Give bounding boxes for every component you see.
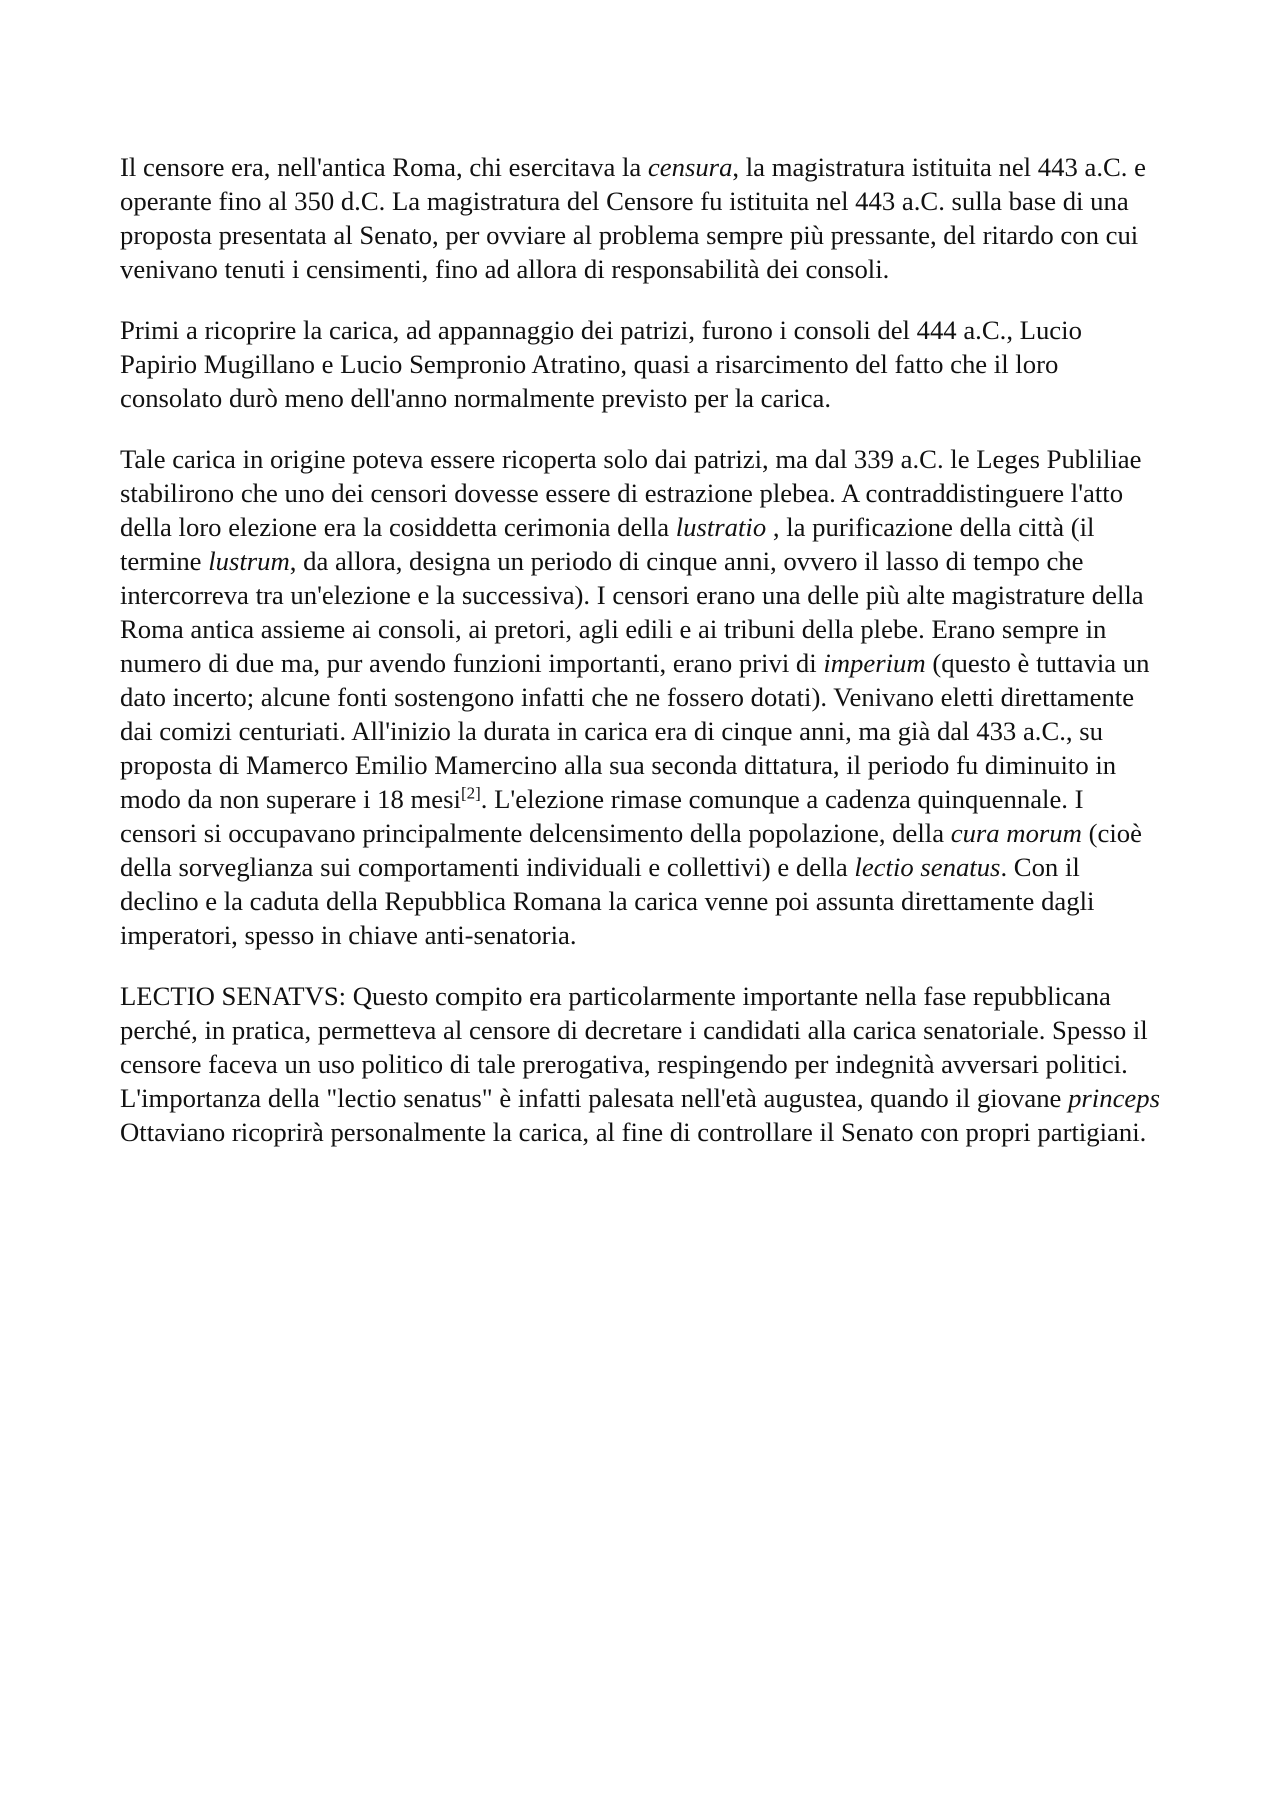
footnote-reference[interactable]: [2] (460, 783, 481, 803)
italic-term-lectio-senatus: lectio senatus (854, 852, 1001, 882)
text-run: . L'elezione rimase comunque a cadenza quinquennale. I censori si occupavano principalmente delcensimento della popolazione, della (120, 784, 1084, 848)
text-run: , da allora, designa un periodo di cinque anni, ovvero il lasso di tempo che intercorreva tra un'elezione e la successiva). I censori erano una delle più alte magistrature della Roma antica assieme ai consoli, ai pretori, agli edili e ai tribuni della plebe. Erano sempre in numero di due ma, pur avendo funzioni importanti, erano privi di (120, 546, 1144, 678)
paragraph-intro (120, 150, 1160, 286)
italic-term-cura-morum: cura morum (950, 818, 1082, 848)
paragraph-office-details (120, 442, 1160, 952)
italic-term-princeps: princeps (1068, 1083, 1160, 1113)
text-run: (cioè della sorveglianza sui comportamenti individuali e collettivi) e della (120, 818, 1142, 882)
document-body (120, 150, 1160, 1176)
text-run: Primi a ricoprire la carica, ad appannaggio dei patrizi, furono i consoli del 444 a.C., Lucio Papirio Mugillano e Lucio Sempronio Atratino, quasi a risarcimento del fatto che il loro consolato durò meno dell'anno normalmente previsto per la carica. (120, 315, 1082, 413)
italic-term-lustratio: lustratio (675, 512, 767, 542)
text-run: Tale carica in origine poteva essere ricoperta solo dai patrizi, ma dal 339 a.C. le Leges Publiliae stabilirono che uno dei censori dovesse essere di estrazione plebea. A contraddistinguere l'atto della loro elezione era la cosiddetta cerimonia della (120, 444, 1142, 542)
italic-term-imperium: imperium (823, 648, 926, 678)
text-run: LECTIO SENATVS: Questo compito era particolarmente importante nella fase repubblicana perché, in pratica, permetteva al censore di decretare i candidati alla carica senatoriale. Spesso il censore faceva un uso politico di tale prerogativa, respingendo per indegnità avversari politici. L'importanza della "lectio senatus" è infatti palesata nell'età augustea, quando il giovane (120, 981, 1148, 1113)
paragraph-first-censors (120, 313, 1160, 415)
italic-term-censura: censura (647, 152, 733, 182)
italic-term-lustrum: lustrum (208, 546, 290, 576)
paragraph-lectio-senatus (120, 979, 1160, 1149)
text-run: (questo è tuttavia un dato incerto; alcune fonti sostengono infatti che ne fossero dotati). Venivano eletti direttamente dai comizi centuriati. All'inizio la durata in carica era di cinque anni, ma già dal 433 a.C., su proposta di Mamerco Emilio Mamercino alla sua seconda dittatura, il periodo fu diminuito in modo da non superare i 18 mesi (120, 648, 1150, 814)
text-run: Il censore era, nell'antica Roma, chi esercitava la (120, 152, 648, 182)
text-run: . Con il declino e la caduta della Repubblica Romana la carica venne poi assunta direttamente dagli imperatori, spesso in chiave anti-senatoria. (120, 852, 1095, 950)
text-run: Ottaviano ricoprirà personalmente la carica, al fine di controllare il Senato con propri partigiani. (120, 1117, 1147, 1147)
text-run: , la purificazione della città (il termine (120, 512, 1095, 576)
text-run: , la magistratura istituita nel 443 a.C. e operante fino al 350 d.C. La magistratura del Censore fu istituita nel 443 a.C. sulla base di una proposta presentata al Senato, per ovviare al problema sempre più pressante, del ritardo con cui venivano tenuti i censimenti, fino ad allora di responsabilità dei consoli. (120, 152, 1146, 284)
